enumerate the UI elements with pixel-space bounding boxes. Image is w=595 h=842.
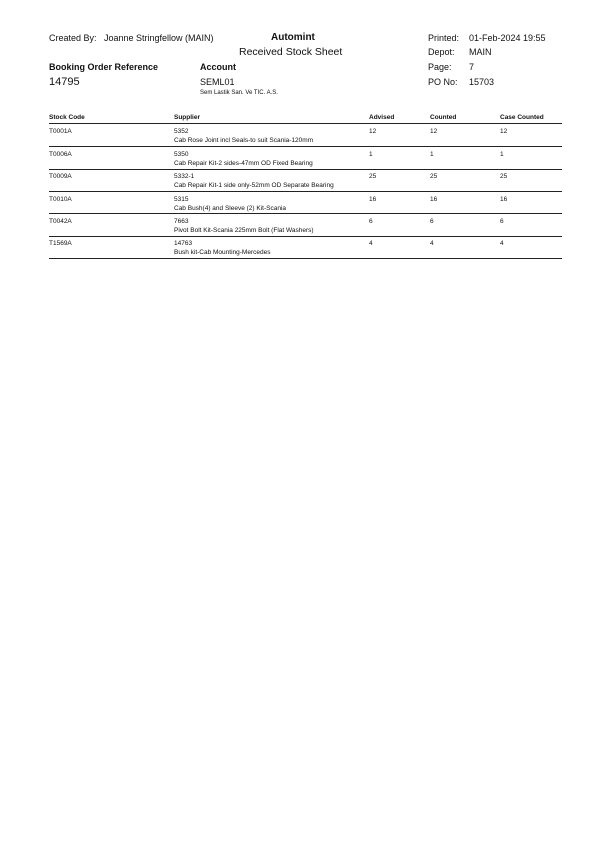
row-counted: 4: [430, 240, 434, 247]
row-case-counted: 16: [500, 196, 508, 203]
depot-label: Depot:: [428, 47, 455, 57]
row-counted: 25: [430, 173, 438, 180]
row-counted: 16: [430, 196, 438, 203]
sheet-title: Received Stock Sheet: [239, 46, 343, 58]
row-stock-code: T1569A: [49, 240, 72, 247]
row-stock-code: T0010A: [49, 196, 72, 203]
row-description: Cab Repair Kit-1 side only-52mm OD Separate Bearing: [174, 182, 334, 189]
row-supplier-code: 5352: [174, 128, 189, 135]
row-supplier-code: 5332-1: [174, 173, 195, 180]
row-advised: 4: [369, 240, 373, 247]
row-counted: 1: [430, 151, 434, 158]
header-divider: [49, 123, 562, 124]
row-divider: [49, 191, 562, 192]
row-stock-code: T0001A: [49, 128, 72, 135]
column-header-advised: Advised: [369, 114, 395, 121]
row-description: Cab Repair Kit-2 sides-47mm OD Fixed Bearing: [174, 160, 313, 167]
row-divider: [49, 169, 562, 170]
row-divider: [49, 258, 562, 259]
row-stock-code: T0042A: [49, 218, 72, 225]
row-supplier-code: 5350: [174, 151, 189, 158]
row-case-counted: 4: [500, 240, 504, 247]
row-case-counted: 12: [500, 128, 508, 135]
row-description: Bush kit-Cab Mounting-Mercedes: [174, 249, 271, 256]
row-supplier-code: 7663: [174, 218, 189, 225]
row-case-counted: 6: [500, 218, 504, 225]
row-case-counted: 1: [500, 151, 504, 158]
printed-label: Printed:: [428, 33, 460, 43]
row-advised: 1: [369, 151, 373, 158]
row-description: Cab Bush(4) and Sleeve (2) Kit-Scania: [174, 205, 287, 212]
account-label: Account: [200, 62, 236, 72]
row-advised: 6: [369, 218, 373, 225]
account-code: SEML01: [200, 77, 235, 87]
row-supplier-code: 14763: [174, 240, 193, 247]
row-counted: 6: [430, 218, 434, 225]
depot-value: MAIN: [469, 47, 492, 57]
row-stock-code: T0006A: [49, 151, 72, 158]
row-advised: 16: [369, 196, 377, 203]
company-name: Automint: [271, 32, 315, 43]
column-header-stock-code: Stock Code: [49, 114, 85, 121]
page-label: Page:: [428, 62, 452, 72]
row-description: Cab Rose Joint incl Seals-to suit Scania-120mm: [174, 137, 314, 144]
booking-ref-value: 14795: [49, 76, 80, 88]
printed-value: 01-Feb-2024 19:55: [469, 33, 546, 43]
page-value: 7: [469, 62, 475, 72]
row-divider: [49, 213, 562, 214]
row-case-counted: 25: [500, 173, 508, 180]
column-header-counted: Counted: [430, 114, 457, 121]
row-description: Pivot Bolt Kit-Scania 225mm Bolt (Flat Washers): [174, 227, 314, 234]
created-by-label: Created By:: [49, 33, 97, 43]
created-by-value: Joanne Stringfellow (MAIN): [104, 33, 214, 43]
booking-ref-label: Booking Order Reference: [49, 62, 159, 72]
row-stock-code: T0009A: [49, 173, 72, 180]
po-label: PO No:: [428, 77, 458, 87]
po-value: 15703: [469, 77, 495, 87]
column-header-case-counted: Case Counted: [500, 114, 544, 121]
account-name: Sem Lastik San. Ve TIC. A.S.: [200, 90, 278, 96]
column-header-supplier: Supplier: [174, 114, 201, 121]
row-supplier-code: 5315: [174, 196, 189, 203]
row-advised: 12: [369, 128, 377, 135]
row-divider: [49, 236, 562, 237]
row-counted: 12: [430, 128, 438, 135]
row-divider: [49, 146, 562, 147]
row-advised: 25: [369, 173, 377, 180]
